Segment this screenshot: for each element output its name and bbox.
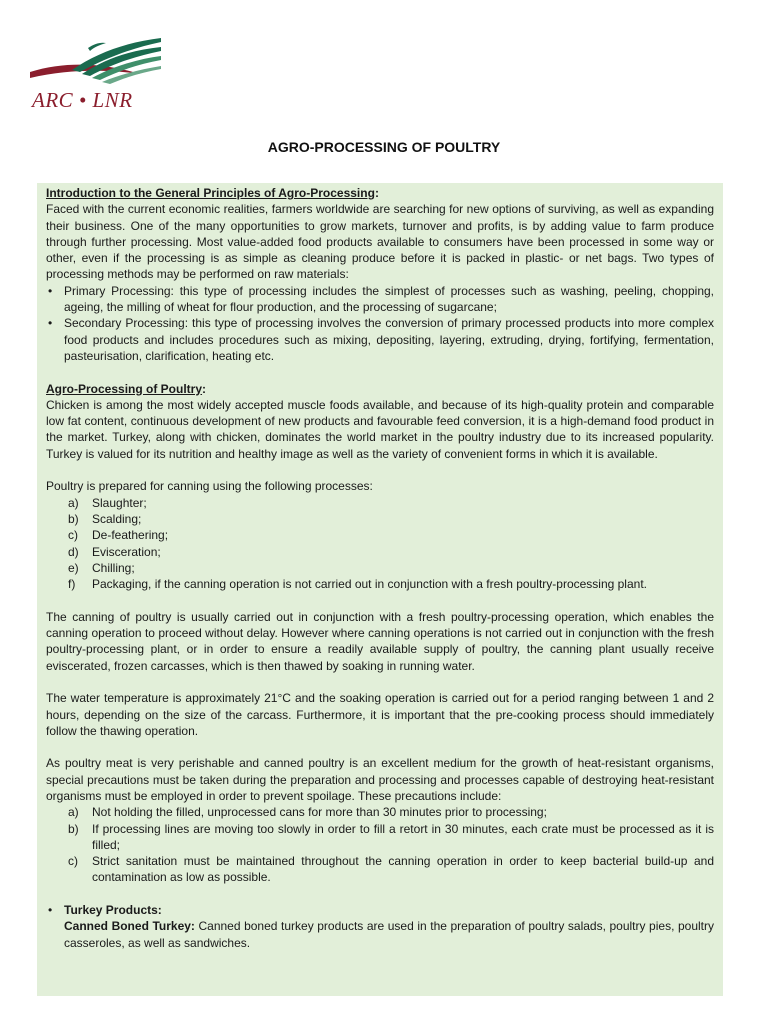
list-item: d) Evisceration; bbox=[68, 544, 161, 559]
list-item: c) De-feathering; bbox=[68, 528, 169, 543]
canning-steps-list bbox=[46, 495, 714, 593]
perishable-paragraph: As poultry meat is very perishable and canned poultry is an excellent medium for the growth of heat-resistant organisms, special precautions must be taken during the preparation and processing and processes capable of destroying heat-resistant organisms must be employed in order to prevent spoilage. These precautions include: bbox=[46, 756, 714, 803]
canning-paragraph: The canning of poultry is usually carried out in conjunction with a fresh poultry-processing operation, which enables the canning operation to proceed without delay. However where canning operations is not carried out in conjunction with the fresh poultry-processing plant, or in order to ensure a readily available supply of poultry, the canning plant usually receive eviscerated, frozen carcasses, which is then thawed by soaking in running water. bbox=[46, 609, 714, 673]
list-item bbox=[46, 902, 714, 951]
canned-boned-turkey-label: Canned Boned Turkey: bbox=[64, 919, 195, 934]
list-item: e) Chilling; bbox=[68, 560, 135, 575]
list-item: • Secondary Processing: this type of processing involves the conversion of primary processed products into more complex food products and includes procedures such as mixing, depositing, layering, extruding, drying, fortifying, fermentation, pasteurisation, clarification, heating etc. bbox=[46, 315, 714, 364]
poultry-heading-colon: : bbox=[202, 381, 207, 396]
arc-lnr-logo bbox=[28, 34, 168, 114]
intro-heading-colon: : bbox=[374, 186, 379, 200]
precautions-list bbox=[46, 804, 714, 885]
intro-paragraph: Faced with the current economic realities, farmers worldwide are searching for new options of surviving, as well as expanding their business. One of the many opportunities to grow markets, turnover and profits, is by adding value to farm produce through further processing. Most value-added food products available to consumers have been processed in some way or other, even if the processing is as simple as cleaning produce before it is packed in plastic- or net bags. Two types of processing methods may be performed on raw materials: bbox=[46, 202, 714, 282]
content-panel bbox=[37, 183, 723, 996]
page-title: AGRO-PROCESSING OF POULTRY bbox=[267, 139, 501, 155]
list-item: b) If processing lines are moving too slowly in order to fill a retort in 30 minutes, each crate must be processed as it is filled; bbox=[68, 821, 714, 852]
intro-heading: Introduction to the General Principles of Agro-Processing bbox=[46, 186, 375, 200]
list-item: • Primary Processing: this type of processing includes the simplest of processes such as washing, peeling, chopping, ageing, the milling of wheat for flour production, and the processing of sugarcane; bbox=[46, 283, 714, 316]
canned-boned-turkey-text: Canned Boned Turkey: Canned boned turkey products are used in the preparation of poultry salads, poultry pies, poultry casseroles, as well as sandwiches. bbox=[64, 919, 714, 950]
poultry-paragraph: Chicken is among the most widely accepted muscle foods available, and because of its high-quality protein and comparable low fat content, continuous development of new products and favourable feed conversion, it is a high-demand food product in the market. Turkey, along with chicken, dominates the world market in the poultry industry due to its increased popularity. Turkey is valued for its nutrition and healthy image as well as the variety of convenient forms in which it is available. bbox=[46, 397, 714, 461]
list-item: b) Scalding; bbox=[68, 511, 142, 526]
turkey-products-list bbox=[46, 902, 714, 951]
processing-types-list bbox=[46, 283, 714, 364]
water-temperature-paragraph: The water temperature is approximately 21°C and the soaking operation is carried out for a period ranging between 1 and 2 hours, depending on the size of the carcass. Furthermore, it is important that the pre-cooking process should immediately follow the thawing operation. bbox=[46, 691, 714, 738]
canning-intro: Poultry is prepared for canning using the following processes: bbox=[46, 479, 373, 494]
intro-heading-line bbox=[46, 185, 714, 201]
logo-text: ARC • LNR bbox=[32, 88, 133, 112]
list-item: a) Not holding the filled, unprocessed cans for more than 30 minutes prior to processing; bbox=[68, 805, 547, 820]
turkey-products-heading: • Turkey Products: bbox=[64, 903, 162, 918]
list-item: c) Strict sanitation must be maintained throughout the canning operation in order to keep bacterial build-up and contamination as low as possible. bbox=[68, 854, 714, 885]
poultry-heading-line bbox=[46, 381, 714, 397]
list-item: a) Slaughter; bbox=[68, 495, 147, 510]
logo-swoosh-icon bbox=[28, 34, 168, 94]
poultry-heading: Agro-Processing of Poultry bbox=[46, 381, 203, 396]
list-item: f) Packaging, if the canning operation is not carried out in conjunction with a fresh poultry-processing plant. bbox=[68, 577, 647, 592]
